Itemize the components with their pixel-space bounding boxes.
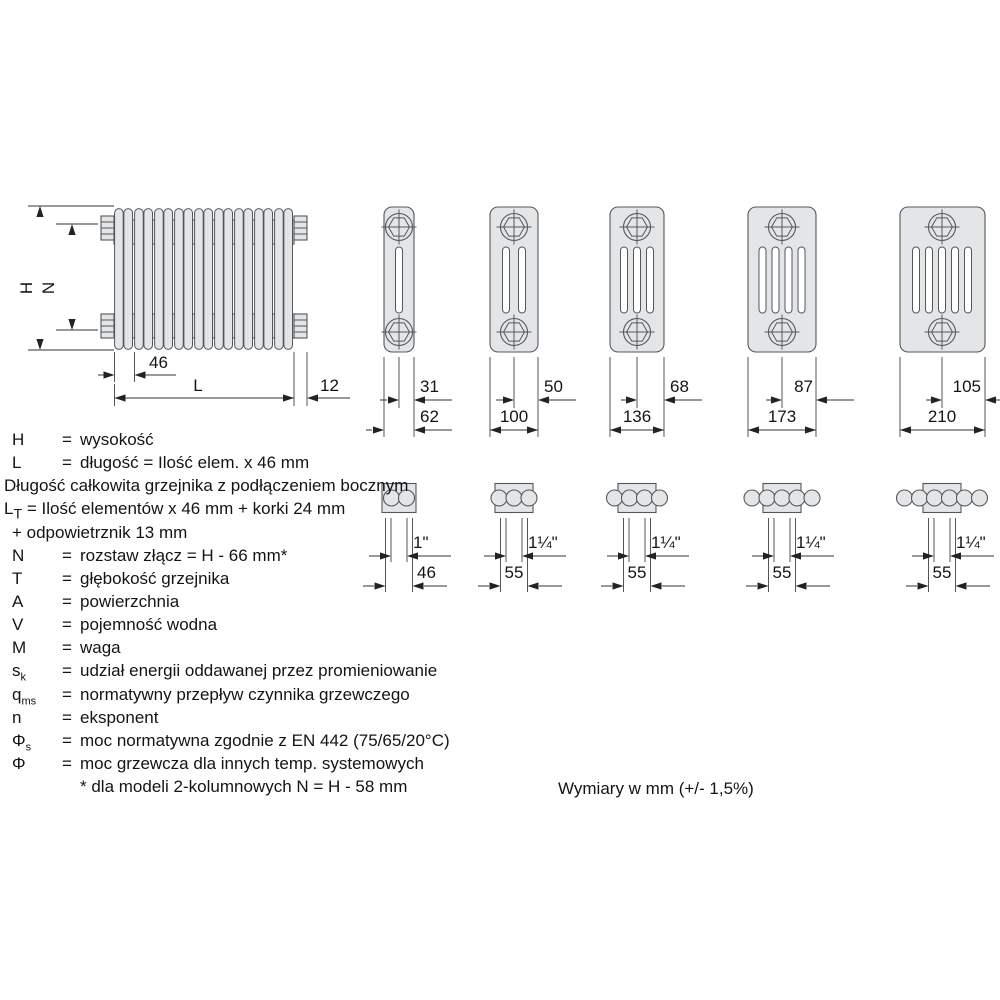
cross-section-6col bbox=[900, 207, 1000, 437]
legend-footnote: * dla modeli 2-kolumnowych N = H - 58 mm bbox=[80, 777, 408, 796]
definition: moc normatywna zgodnie z EN 442 (75/65/20°C) bbox=[80, 731, 450, 750]
symbol: n bbox=[12, 708, 22, 727]
legend-vent-line: + odpowietrznik 13 mm bbox=[12, 523, 188, 542]
full-depth-label: 100 bbox=[499, 407, 529, 426]
spacing-label: N bbox=[39, 281, 58, 295]
equals-sign: = bbox=[62, 453, 72, 472]
definition: udział energii oddawanej przez promieniowanie bbox=[80, 661, 438, 680]
dimensions-note: Wymiary w mm (+/- 1,5%) bbox=[558, 779, 754, 798]
full-depth-label: 210 bbox=[927, 407, 957, 426]
thread-size-label: 1¼" bbox=[651, 533, 681, 552]
pitch-label: 55 bbox=[932, 563, 952, 582]
element-width-label: 46 bbox=[149, 353, 168, 372]
equals-sign: = bbox=[62, 430, 72, 449]
definition: głębokość grzejnika bbox=[80, 569, 230, 588]
equals-sign: = bbox=[62, 708, 72, 727]
half-depth-label: 31 bbox=[420, 377, 439, 396]
height-label: H bbox=[17, 281, 36, 295]
definition: powierzchnia bbox=[80, 592, 180, 611]
legend: H = wysokość L = długość = Ilość elem. x 46 mm Długość całkowita grzejnika z podłączeniem bocznym $L_T$ = Ilość elementów x 46 mm + korki 24 mm + odpowietrznik 13 mm N = rozstaw złącz = H - 66 mm* T = głębokość grzejnika A = powierzchnia V = pojemność wodna M = waga $s_k$ = udział energii oddawanej przez promieniowanie $q_{ms}$ = normatywny przepływ czynnika grzewczego n = eksponent $\Phi_s$ = moc normatywna zgodnie z EN 442 (75/65/20°C) Φ = moc grzewcza dla innych temp. systemowych * dla modeli 2-kolumnowych N = H - 58 mm bbox=[4, 430, 450, 796]
end-plug-label: 12 bbox=[320, 376, 339, 395]
legend-total-length-line: Długość całkowita grzejnika z podłączeniem bocznym bbox=[4, 476, 409, 495]
full-depth-label: 173 bbox=[767, 407, 797, 426]
half-depth-label: 68 bbox=[670, 377, 689, 396]
definition: moc grzewcza dla innych temp. systemowych bbox=[80, 754, 424, 773]
symbol: H bbox=[12, 430, 25, 449]
top-view-4col bbox=[601, 484, 689, 593]
cross-section-4col bbox=[610, 207, 702, 437]
thread-size-label: 1¼" bbox=[528, 533, 558, 552]
full-depth-label: 62 bbox=[420, 407, 439, 426]
lt-symbol: L bbox=[4, 499, 14, 518]
symbol: M bbox=[12, 638, 27, 657]
equals-sign: = bbox=[62, 638, 72, 657]
definition: pojemność wodna bbox=[80, 615, 218, 634]
symbol: Φ bbox=[12, 754, 26, 773]
equals-sign: = bbox=[62, 546, 72, 565]
cross-section-5col bbox=[748, 207, 854, 437]
definition: rozstaw złącz = H - 66 mm* bbox=[80, 546, 288, 565]
equals-sign: = bbox=[62, 592, 72, 611]
definition: wysokość bbox=[80, 430, 154, 449]
equals-sign: = bbox=[62, 569, 72, 588]
half-depth-label: 105 bbox=[952, 377, 981, 396]
symbol: V bbox=[12, 615, 24, 634]
equals-sign: = bbox=[62, 685, 72, 704]
definition: eksponent bbox=[80, 708, 159, 727]
definition: normatywny przepływ czynnika grzewczego bbox=[80, 685, 410, 704]
symbol: q bbox=[12, 685, 22, 704]
thread-size-label: 1" bbox=[413, 533, 429, 552]
symbol: A bbox=[12, 592, 24, 611]
lt-definition: = Ilość elementów x 46 mm + korki 24 mm bbox=[22, 499, 346, 518]
pitch-label: 55 bbox=[627, 563, 647, 582]
thread-size-label: 1¼" bbox=[796, 533, 826, 552]
equals-sign: = bbox=[62, 731, 72, 750]
symbol: T bbox=[12, 569, 23, 588]
symbol: s bbox=[12, 661, 21, 680]
pitch-label: 46 bbox=[417, 563, 436, 582]
symbol: Φ bbox=[12, 731, 26, 750]
equals-sign: = bbox=[62, 754, 72, 773]
pitch-label: 55 bbox=[504, 563, 524, 582]
half-depth-label: 87 bbox=[794, 377, 813, 396]
symbol: L bbox=[12, 453, 22, 472]
full-depth-label: 136 bbox=[622, 407, 652, 426]
symbol: N bbox=[12, 546, 25, 565]
legend-lt-line: $L_T$ = Ilość elementów x 46 mm + korki 24 mm bbox=[4, 499, 346, 523]
half-depth-label: 50 bbox=[544, 377, 563, 396]
top-view-6col bbox=[897, 484, 995, 593]
pitch-label: 55 bbox=[772, 563, 792, 582]
equals-sign: = bbox=[62, 661, 72, 680]
definition: waga bbox=[80, 638, 121, 657]
length-label: L bbox=[193, 376, 203, 395]
equals-sign: = bbox=[62, 615, 72, 634]
thread-size-label: 1¼" bbox=[956, 533, 986, 552]
top-view-5col bbox=[744, 484, 834, 593]
definition: długość = Ilość elem. x 46 mm bbox=[80, 453, 310, 472]
